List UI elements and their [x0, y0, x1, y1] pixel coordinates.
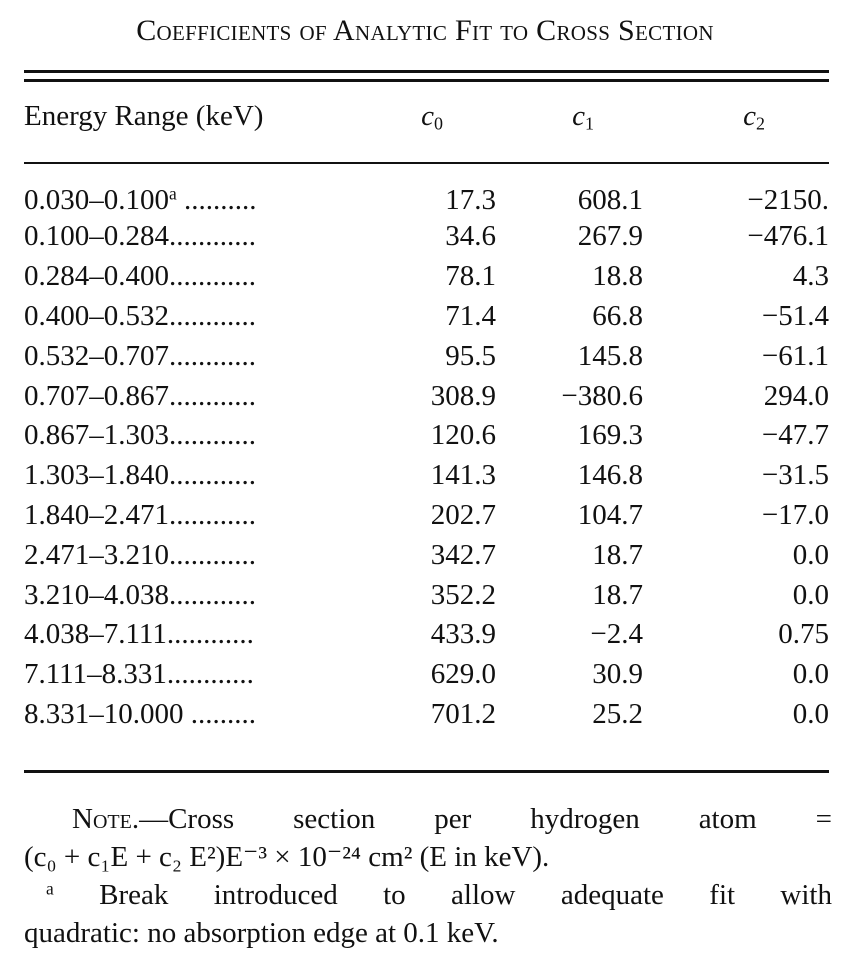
dot-leader: ............ — [169, 220, 256, 253]
c2-cell: 0.0 — [792, 578, 829, 611]
c0-cell: 202.7 — [430, 498, 496, 531]
c1-cell: 145.8 — [577, 339, 643, 372]
c2-cell: −476.1 — [747, 220, 829, 253]
c1-cell: 18.8 — [592, 260, 643, 293]
energy-range-cell: 7.111–8.331............ — [24, 658, 254, 691]
c1-cell: 267.9 — [577, 220, 643, 253]
c2-cell: 0.75 — [778, 618, 829, 651]
energy-range-cell: 0.867–1.303............ — [24, 419, 256, 452]
c0-cell: 342.7 — [430, 538, 496, 571]
table-row — [24, 416, 829, 456]
c1-cell: 18.7 — [592, 578, 643, 611]
table-row — [24, 257, 829, 297]
dot-leader: ............ — [169, 498, 256, 531]
c1-cell: −2.4 — [590, 618, 643, 651]
table-row — [24, 456, 829, 496]
c0-cell: 95.5 — [445, 339, 496, 372]
energy-range-cell: 1.303–1.840............ — [24, 459, 256, 492]
c1-cell: 18.7 — [592, 538, 643, 571]
footnote-line-2: quadratic: no absorption edge at 0.1 keV. — [24, 917, 499, 949]
energy-range-cell: 0.707–0.867............ — [24, 379, 256, 412]
header-row — [24, 100, 829, 160]
energy-range-cell: 0.030–0.100$^a$ .......... — [24, 183, 257, 216]
c0-cell: 433.9 — [430, 618, 496, 651]
c2-cell: 0.0 — [792, 697, 829, 730]
table-row — [24, 695, 829, 735]
dot-leader: ............ — [169, 299, 256, 332]
c2-cell: −17.0 — [761, 498, 829, 531]
c2-cell: −61.1 — [761, 339, 829, 372]
energy-range-cell: 0.284–0.400............ — [24, 260, 256, 293]
c2-cell: 4.3 — [792, 260, 829, 293]
header-energy-range: Energy Range (keV) — [24, 100, 264, 132]
c0-cell: 352.2 — [430, 578, 496, 611]
note-label: Note. — [72, 803, 140, 835]
coefficients-table — [24, 100, 829, 734]
energy-range-cell: 3.210–4.038............ — [24, 578, 256, 611]
table-row — [24, 655, 829, 695]
energy-range-cell: 1.840–2.471............ — [24, 498, 256, 531]
table-note — [24, 800, 832, 952]
dot-leader: ............ — [166, 658, 254, 691]
dot-leader: ............ — [169, 260, 256, 293]
bottom-rule — [24, 770, 829, 773]
c2-cell: −51.4 — [761, 299, 829, 332]
dot-leader: .......... — [176, 184, 257, 216]
c1-cell: 25.2 — [592, 697, 643, 730]
energy-range-cell: 0.532–0.707............ — [24, 339, 256, 372]
dot-leader: ............ — [169, 419, 256, 452]
c0-cell: 17.3 — [445, 184, 496, 216]
c0-cell: 629.0 — [430, 658, 496, 691]
c0-cell: 34.6 — [445, 220, 496, 253]
c1-cell: 104.7 — [577, 498, 643, 531]
energy-range-cell: 2.471–3.210............ — [24, 538, 256, 571]
table-row — [24, 297, 829, 337]
top-rule-double — [24, 79, 829, 82]
top-rule — [24, 70, 829, 73]
c0-cell: 701.2 — [430, 697, 496, 730]
footnote-line-1 — [24, 876, 832, 914]
dot-leader: ............ — [166, 618, 254, 651]
c2-cell: 0.0 — [792, 658, 829, 691]
dot-leader: ............ — [169, 379, 256, 412]
energy-range-cell: 0.400–0.532............ — [24, 299, 256, 332]
footnote-text-1: Break introduced to allow adequate fit with — [53, 879, 832, 911]
table-row — [24, 336, 829, 376]
table-row — [24, 376, 829, 416]
table-row — [24, 615, 829, 655]
dot-leader: ............ — [169, 538, 256, 571]
c1-cell: 66.8 — [592, 299, 643, 332]
c0-cell: 71.4 — [445, 299, 496, 332]
note-text-1: —Cross section per hydrogen atom = — [139, 803, 832, 835]
energy-range-cell: 0.100–0.284............ — [24, 220, 256, 253]
dot-leader: ......... — [183, 697, 256, 730]
header-c1: $c_1$ — [572, 100, 594, 134]
note-formula: (c₀ + c₁E + c₂ E²)E⁻³ × 10⁻²⁴ cm² (E in keV). — [24, 841, 550, 873]
energy-range-cell: 8.331–10.000 ......... — [24, 697, 256, 730]
c2-cell: −2150. — [747, 184, 829, 216]
c1-cell: 30.9 — [592, 658, 643, 691]
c0-cell: 78.1 — [445, 260, 496, 293]
footnote-mark: a — [46, 878, 54, 899]
c1-cell: −380.6 — [561, 379, 643, 412]
c1-cell: 608.1 — [577, 184, 643, 216]
c0-cell: 120.6 — [430, 419, 496, 452]
c1-cell: 146.8 — [577, 459, 643, 492]
dot-leader: ............ — [169, 578, 256, 611]
header-c2: $c_2$ — [743, 100, 765, 134]
c2-cell: 0.0 — [792, 538, 829, 571]
dot-leader: ............ — [169, 459, 256, 492]
note-line-1 — [24, 800, 832, 838]
footnote-marker: a — [169, 183, 177, 204]
table-row — [24, 217, 829, 257]
c0-cell: 308.9 — [430, 379, 496, 412]
header-c0: $c_0$ — [421, 100, 443, 134]
energy-range-cell: 4.038–7.111............ — [24, 618, 254, 651]
c1-cell: 169.3 — [577, 419, 643, 452]
table-title: Coefficients of Analytic Fit to Cross Section — [136, 14, 714, 47]
table-row — [24, 535, 829, 575]
c2-cell: −47.7 — [761, 419, 829, 452]
c2-cell: −31.5 — [761, 459, 829, 492]
table-row — [24, 575, 829, 615]
table-row — [24, 160, 829, 217]
c2-cell: 294.0 — [763, 379, 829, 412]
c0-cell: 141.3 — [430, 459, 496, 492]
dot-leader: ............ — [169, 339, 256, 372]
table-row — [24, 496, 829, 536]
